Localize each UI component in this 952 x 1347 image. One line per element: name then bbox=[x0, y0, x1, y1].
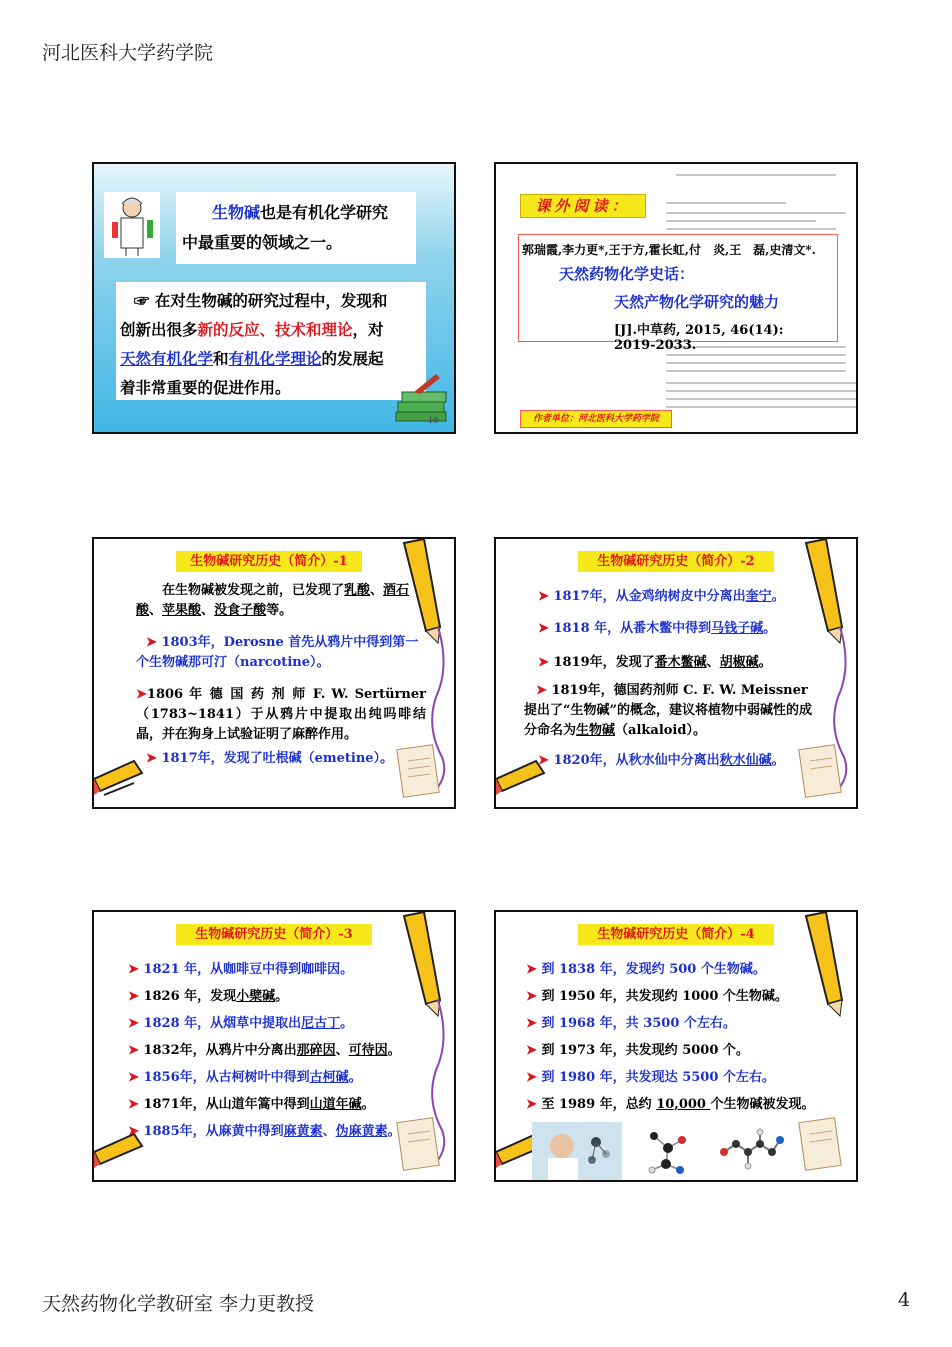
reference-citation: [J].中草药, 2015, 46(14): 2019-2033. bbox=[614, 323, 797, 353]
term-lactic-acid: 乳酸 bbox=[344, 583, 371, 598]
arrow-icon: ➤ bbox=[526, 1097, 537, 1112]
count-line-4 bbox=[526, 1039, 749, 1058]
slide-4 bbox=[494, 537, 858, 809]
reference-title-2: 天然产物化学研究的魅力 bbox=[614, 293, 780, 311]
page-header: 河北医科大学药学院 bbox=[42, 42, 214, 64]
line-text: 1818 年，从番木鳖中得到 bbox=[553, 621, 712, 636]
slide-1 bbox=[92, 162, 456, 434]
history-line-3 bbox=[538, 651, 772, 670]
discovery-line-2: 创新出很多 bbox=[120, 320, 198, 339]
keyword-alkaloid: 生物碱 bbox=[212, 203, 261, 222]
arrow-icon: ➤ bbox=[128, 1070, 139, 1085]
statement-text-2: 中最重要的领域之一。 bbox=[182, 233, 343, 252]
history-line-6 bbox=[128, 1093, 375, 1112]
discovery-line-4: 着非常重要的促进作用。 bbox=[120, 378, 291, 397]
arrow-icon: ➤ bbox=[128, 1097, 139, 1112]
term-colchicine: 秋水仙碱 bbox=[719, 753, 772, 768]
arrow-icon: ➤ bbox=[146, 751, 157, 766]
scroll-icon bbox=[796, 741, 844, 801]
line-text: 1871年，从山道年篙中得到 bbox=[143, 1097, 310, 1112]
sep: 、 bbox=[706, 655, 720, 670]
line-end: 个生物碱被发现。 bbox=[710, 1097, 815, 1112]
term-quinine: 奎宁 bbox=[745, 589, 772, 604]
line-text: 1832年，从鸦片中分离出 bbox=[143, 1043, 297, 1058]
count-line-3 bbox=[526, 1012, 736, 1031]
p1-text: 在生物碱被发现之前，已发现了 bbox=[162, 583, 345, 598]
p4-text: 1817年，发现了吐根碱（emetine）。 bbox=[161, 751, 394, 766]
history-line-1 bbox=[538, 585, 785, 604]
term-natural-organic-chem: 天然有机化学 bbox=[120, 349, 214, 368]
arrow-icon: ➤ bbox=[526, 1043, 537, 1058]
line-text: 1821 年，从咖啡豆中得到 bbox=[143, 962, 302, 977]
slide-5 bbox=[92, 910, 456, 1182]
history-line-4 bbox=[128, 1039, 401, 1058]
paragraph-4 bbox=[146, 749, 426, 769]
term-strychnine: 番木鳖碱 bbox=[654, 655, 707, 670]
pencil-icon bbox=[792, 912, 856, 1048]
slide-3 bbox=[92, 537, 456, 809]
history-paragraph-4 bbox=[524, 681, 824, 741]
arrow-icon: ➤ bbox=[526, 1070, 537, 1085]
arrow-icon: ➤ bbox=[128, 1124, 139, 1139]
slide-title: 生物碱研究历史（简介）-3 bbox=[176, 924, 372, 945]
statement-box bbox=[176, 192, 416, 264]
line-text: 1856年，从古柯树叶中得到 bbox=[143, 1070, 310, 1085]
page-number: 4 bbox=[898, 1289, 911, 1311]
term-codeine: 可待因 bbox=[348, 1043, 388, 1058]
discovery-line-3-end: 的发展起 bbox=[321, 349, 384, 368]
history-line-7 bbox=[128, 1120, 401, 1139]
arrow-icon: ➤ bbox=[526, 989, 537, 1004]
line-end: 。 bbox=[758, 655, 772, 670]
arrow-icon: ➤ bbox=[128, 962, 139, 977]
term-berberine: 小檗碱 bbox=[236, 989, 276, 1004]
term-alkaloid: 生物碱 bbox=[576, 723, 616, 738]
arrow-icon: ➤ bbox=[146, 635, 157, 650]
term-cocaine: 古柯碱 bbox=[309, 1070, 349, 1085]
history-line-2 bbox=[538, 617, 776, 636]
term-brucine: 马钱子碱 bbox=[711, 621, 764, 636]
discovery-box bbox=[116, 282, 426, 400]
term-narceine: 那碎因 bbox=[296, 1043, 336, 1058]
discovery-highlight: 新的反应、技术和理论 bbox=[197, 320, 353, 339]
line-end: 。 bbox=[361, 1097, 375, 1112]
p3-text: 1806 年 德 国 药 剂 师 F. W. Sertürner （1783~1841）于从鸦片中提取出纯吗啡结晶，并在狗身上试验证明了麻醉作用。 bbox=[136, 687, 426, 742]
line-text: 1817年，从金鸡纳树皮中分离出 bbox=[553, 589, 746, 604]
term-gallic-acid: 没食子酸 bbox=[214, 603, 267, 618]
line-text: 1819年，德国药剂师 C. F. W. Meissner 提出了“生物碱”的概念，建议将植物中弱碱性的成分命名为 bbox=[524, 683, 812, 738]
line-end: 。 bbox=[771, 589, 785, 604]
line-end: 。 bbox=[771, 753, 785, 768]
line-text: 到 1950 年，共发现约 1000 个生物碱。 bbox=[541, 989, 788, 1004]
scroll-icon bbox=[394, 1114, 442, 1174]
page-footer: 天然药物化学教研室 李力更教授 bbox=[42, 1293, 315, 1315]
line-end: 。 bbox=[387, 1124, 401, 1139]
history-line-5 bbox=[538, 749, 785, 768]
affiliation-label: 作者单位：河北医科大学药学院 bbox=[520, 410, 672, 428]
history-line-3 bbox=[128, 1012, 353, 1031]
line-text: 到 1973 年，共发现约 5000 个。 bbox=[541, 1043, 749, 1058]
term-piperine: 胡椒碱 bbox=[719, 655, 759, 670]
slide-title: 生物碱研究历史（简介）-2 bbox=[578, 551, 774, 572]
sep: 、 bbox=[335, 1043, 349, 1058]
history-line-1 bbox=[128, 958, 353, 977]
scientist-illustration bbox=[104, 192, 160, 258]
slide-title: 生物碱研究历史（简介）-1 bbox=[176, 551, 362, 572]
reference-authors: 郭瑞霞,李力更*,王于方,霍长虹,付 炎,王 磊,史清文*. bbox=[522, 243, 816, 257]
history-line-2 bbox=[128, 985, 288, 1004]
sep: 、 bbox=[201, 603, 215, 618]
discovery-line-1: ☞ 在对生物碱的研究过程中，发现和 bbox=[134, 291, 388, 310]
count-line-5 bbox=[526, 1066, 775, 1085]
pencil-icon-2 bbox=[94, 755, 152, 807]
slide-title: 生物碱研究历史（简介）-4 bbox=[578, 924, 774, 945]
discovery-and: 和 bbox=[213, 349, 229, 368]
term-ephedrine: 麻黄素 bbox=[283, 1124, 323, 1139]
discovery-line-2-end: ，对 bbox=[352, 320, 384, 339]
term-pseudoephedrine: 伪麻黄素 bbox=[335, 1124, 388, 1139]
line-text: 到 1968 年，共 3500 个左右。 bbox=[541, 1016, 736, 1031]
term-malic-acid: 苹果酸 bbox=[162, 603, 202, 618]
arrow-icon: ➤ bbox=[128, 989, 139, 1004]
term-nicotine: 尼古丁 bbox=[301, 1016, 341, 1031]
term-caffeine: 咖啡因 bbox=[301, 962, 341, 977]
line-text: 1828 年，从烟草中提取出 bbox=[143, 1016, 302, 1031]
line-text: 到 1980 年，共发现达 5500 个左右。 bbox=[541, 1070, 775, 1085]
count-line-6 bbox=[526, 1093, 815, 1112]
line-text: 1826 年，发现 bbox=[143, 989, 237, 1004]
p1-end: 等。 bbox=[266, 603, 293, 618]
reference-title-1: 天然药物化学史话： bbox=[559, 265, 695, 283]
line-text: 到 1838 年，发现约 500 个生物碱。 bbox=[541, 962, 766, 977]
books-icon bbox=[394, 372, 452, 422]
arrow-icon: ➤ bbox=[538, 753, 549, 768]
line-text: 1820年，从秋水仙中分离出 bbox=[553, 753, 720, 768]
statement-text: 也是有机化学研究 bbox=[260, 203, 389, 222]
line-text: 1885年，从麻黄中得到 bbox=[143, 1124, 284, 1139]
term-organic-theory: 有机化学理论 bbox=[228, 349, 322, 368]
line-end: 。 bbox=[763, 621, 777, 636]
line-text: 至 1989 年，总约 bbox=[541, 1097, 657, 1112]
history-line-5 bbox=[128, 1066, 362, 1085]
arrow-icon: ➤ bbox=[128, 1016, 139, 1031]
line-end: 。 bbox=[387, 1043, 401, 1058]
paragraph-2 bbox=[136, 633, 426, 673]
line-end: 。 bbox=[348, 1070, 362, 1085]
arrow-icon: ➤ bbox=[526, 1016, 537, 1031]
scroll-icon bbox=[796, 1114, 844, 1174]
line-end: （alkaloid）。 bbox=[615, 723, 706, 738]
arrow-icon: ➤ bbox=[526, 962, 537, 977]
line-end: 。 bbox=[340, 962, 354, 977]
paragraph-3 bbox=[136, 685, 426, 745]
term-santonin: 山道年碱 bbox=[309, 1097, 362, 1112]
slide-6 bbox=[494, 910, 858, 1182]
line-end: 。 bbox=[275, 989, 289, 1004]
reading-label: 课外阅读： bbox=[520, 194, 646, 218]
arrow-icon: ➤ bbox=[128, 1043, 139, 1058]
scientist-photo bbox=[532, 1122, 622, 1180]
slide-number: 19 bbox=[428, 416, 439, 425]
slide-2 bbox=[494, 162, 858, 434]
arrow-icon: ➤ bbox=[538, 655, 549, 670]
count-line-1 bbox=[526, 958, 766, 977]
arrow-icon: ➤ bbox=[536, 683, 547, 698]
paragraph-1 bbox=[136, 581, 426, 621]
p2-text: 1803年，Derosne 首先从鸦片中得到第一个生物碱那可汀（narcotine）。 bbox=[136, 635, 419, 670]
reference-box bbox=[518, 234, 838, 353]
count-10000: 10,000 bbox=[656, 1097, 711, 1112]
count-line-2 bbox=[526, 985, 788, 1004]
sep: 、 bbox=[322, 1124, 336, 1139]
arrow-icon: ➤ bbox=[136, 687, 147, 702]
molecule-model-1 bbox=[640, 1122, 698, 1180]
arrow-icon: ➤ bbox=[538, 621, 549, 636]
sep: 、 bbox=[370, 583, 384, 598]
term-tartaric-acid: 酒石酸 bbox=[136, 583, 410, 618]
line-end: 。 bbox=[340, 1016, 354, 1031]
line-text: 1819年，发现了 bbox=[553, 655, 655, 670]
molecule-model-2 bbox=[714, 1122, 790, 1180]
sep: 、 bbox=[149, 603, 163, 618]
arrow-icon: ➤ bbox=[538, 589, 549, 604]
